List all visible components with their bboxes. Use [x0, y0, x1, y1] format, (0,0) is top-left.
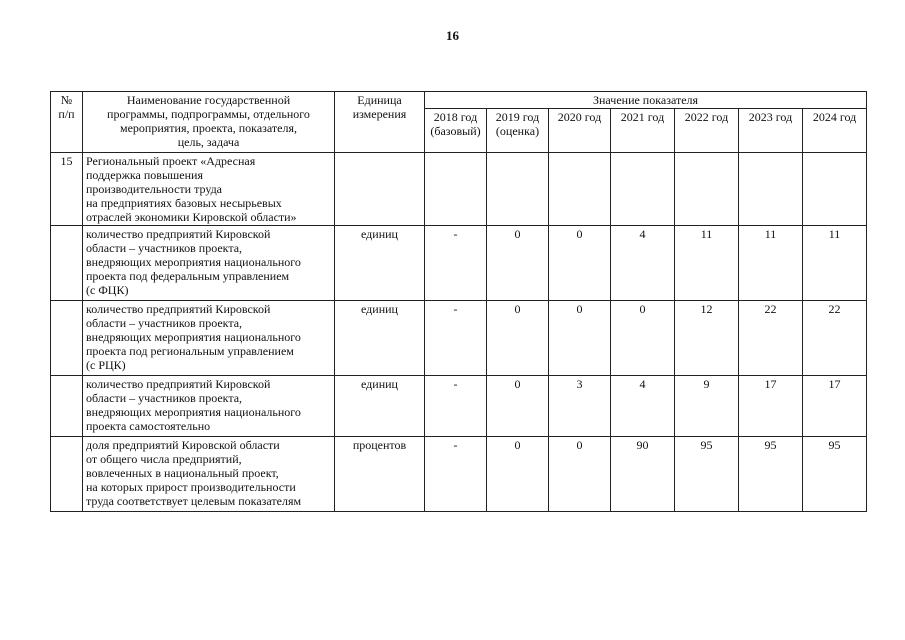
row-number — [51, 376, 83, 437]
header-year: 2019 год (оценка) — [487, 109, 549, 153]
row-value: 0 — [487, 226, 549, 301]
header-name: Наименование государственной программы, подпрограммы, отдельного мероприятия, проекта, показателя, цель, задача — [83, 92, 335, 153]
row-value: 17 — [803, 376, 867, 437]
table-row — [51, 153, 867, 226]
row-unit — [335, 153, 425, 226]
row-value: 0 — [611, 301, 675, 376]
row-unit: единиц — [335, 376, 425, 437]
row-value — [739, 153, 803, 226]
row-value: 0 — [487, 376, 549, 437]
row-value: - — [425, 437, 487, 512]
table-row — [51, 301, 867, 376]
row-value: 22 — [739, 301, 803, 376]
row-name: количество предприятий Кировской области – участников проекта, внедряющих мероприятия национального проекта под федеральным управлением (с ФЦК) — [83, 226, 335, 301]
header-year: 2023 год — [739, 109, 803, 153]
page-number: 16 — [446, 28, 459, 43]
row-value: - — [425, 301, 487, 376]
row-value — [425, 153, 487, 226]
table-row — [51, 376, 867, 437]
header-year: 2022 год — [675, 109, 739, 153]
row-number — [51, 301, 83, 376]
row-value: 95 — [675, 437, 739, 512]
row-unit: единиц — [335, 301, 425, 376]
row-value: 4 — [611, 226, 675, 301]
row-value: - — [425, 376, 487, 437]
header-values-group: Значение показателя — [425, 92, 867, 109]
row-value: 12 — [675, 301, 739, 376]
row-value — [549, 153, 611, 226]
row-value: 0 — [549, 437, 611, 512]
header-unit: Единица измерения — [335, 92, 425, 153]
row-value: 90 — [611, 437, 675, 512]
row-value: 17 — [739, 376, 803, 437]
header-year: 2024 год — [803, 109, 867, 153]
row-value: 4 — [611, 376, 675, 437]
row-value: 95 — [803, 437, 867, 512]
row-value: 22 — [803, 301, 867, 376]
row-name: доля предприятий Кировской области от общего числа предприятий, вовлеченных в национальный проект, на которых прирост производительности труда соответствует целевым показателям — [83, 437, 335, 512]
row-value: 0 — [487, 437, 549, 512]
row-number — [51, 437, 83, 512]
row-number: 15 — [51, 153, 83, 226]
row-value: 95 — [739, 437, 803, 512]
row-value: 11 — [675, 226, 739, 301]
row-value: 0 — [549, 301, 611, 376]
header-year: 2020 год — [549, 109, 611, 153]
row-unit: процентов — [335, 437, 425, 512]
indicators-table — [50, 91, 867, 512]
row-value: 9 — [675, 376, 739, 437]
row-value: 0 — [487, 301, 549, 376]
row-value: 3 — [549, 376, 611, 437]
table-row — [51, 437, 867, 512]
header-year: 2018 год (базовый) — [425, 109, 487, 153]
header-number: № п/п — [51, 92, 83, 153]
row-value — [611, 153, 675, 226]
row-number — [51, 226, 83, 301]
row-value: 11 — [739, 226, 803, 301]
row-name: количество предприятий Кировской области – участников проекта, внедряющих мероприятия национального проекта под региональным управлением (с РЦК) — [83, 301, 335, 376]
row-value: - — [425, 226, 487, 301]
row-value: 0 — [549, 226, 611, 301]
row-name: Региональный проект «Адресная поддержка повышения производительности труда на предприятиях базовых несырьевых отраслей экономики Кировской области» — [83, 153, 335, 226]
row-value — [803, 153, 867, 226]
row-unit: единиц — [335, 226, 425, 301]
row-value — [675, 153, 739, 226]
table-row — [51, 226, 867, 301]
header-year: 2021 год — [611, 109, 675, 153]
row-name: количество предприятий Кировской области – участников проекта, внедряющих мероприятия национального проекта самостоятельно — [83, 376, 335, 437]
row-value: 11 — [803, 226, 867, 301]
table-header — [51, 92, 867, 153]
row-value — [487, 153, 549, 226]
